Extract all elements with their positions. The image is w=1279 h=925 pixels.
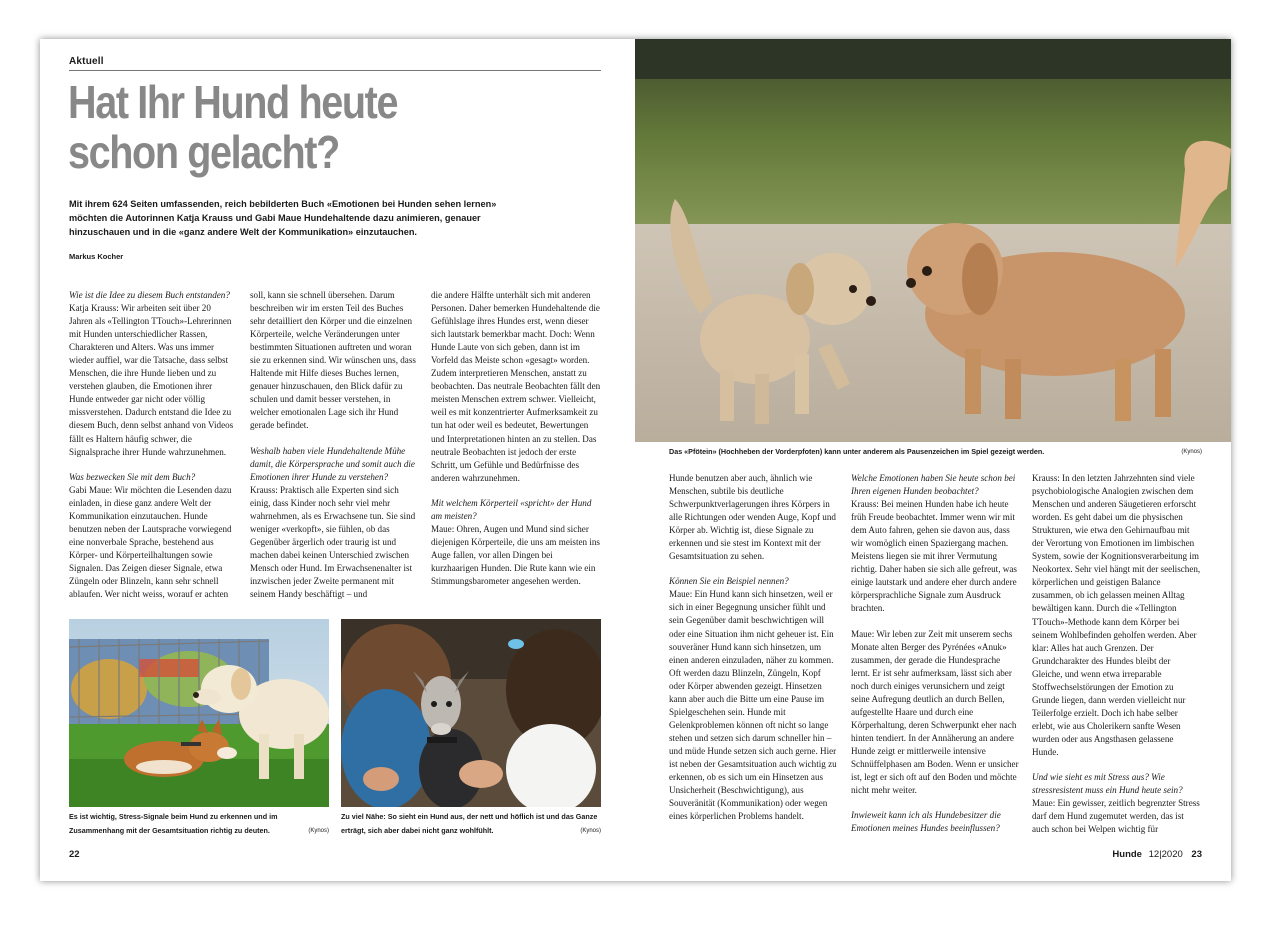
main-photo-credit: (Kynos) (1181, 449, 1202, 455)
paragraph (1032, 771, 1202, 836)
left-page (40, 39, 635, 881)
text-column-3 (431, 289, 601, 600)
answer: Krauss: Bei meinen Hunden habe ich heute früh Freude beobachtet. Immer wenn wir mit dem Auto fahren, gehen sie davon aus, dass wir womöglich einen Spaziergang machen. Meistens liegen sie mit ihrer Vermutung richtig. Daher haben sie sich alle gefreut, was einige lautstark und andere eher durch andere körpersprachliche Signale zum Ausdruck brachten. (851, 499, 1017, 614)
paragraph (669, 575, 837, 823)
answer: Maue: Ein Hund kann sich hinsetzen, weil er sich in einer Begegnung unsicher fühlt und sein Gegenüber damit beschwichtigen will oder eine Situation ihm nicht geheuer ist. Ein souveräner Hund kann sich hinsetzen, um einen anderen einzuladen, näher zu kommen. Oft werden dazu Blinzeln, Züngeln, Kopf oder Körper abwenden gezeigt. Hinsetzen kann aber auch die Bitte um eine Pause im Spielgeschehen sein. Hunde mit Gelenkproblemen können oft nicht so lange stehen und setzen sich darum schneller hin – und müde Hunde setzen sich auch gerne. Hier ist neben der Gesamtsituation auch wichtig zu erkennen, ob es sich um ein Hinsetzen aus Unsicherheit (Beschwichtigung), aus Souveränität (Kommunikation) oder wegen eines körperlichen Problems handelt. (669, 589, 837, 822)
magazine-name: Hunde (1112, 849, 1142, 860)
question: Welche Emotionen haben Sie heute schon bei Ihren eigenen Hunden beobachtet? (851, 473, 1016, 497)
photo-two-dogs-image (635, 39, 1231, 442)
photo1-caption-text: Es ist wichtig, Stress-Signale beim Hund zu erkennen und im Zusammenhang mit der Gesamtsituation richtig zu deuten. (69, 812, 278, 835)
paragraph (669, 472, 837, 563)
answer: Maue: Ein gewisser, zeitlich begrenzter Stress darf dem Hund zugemutet werden, das ist auch schon bei Welpen wichtig für (1032, 798, 1200, 835)
author-byline: Markus Kocher (69, 252, 124, 261)
paragraph (851, 809, 1019, 835)
answer: Gabi Maue: Wir möchten die Lesenden dazu einladen, in diese ganz andere Welt der Kommunikation einzutauchen. Hunde benutzen neben der Lautsprache vorwiegend eine nonverbale Sprache, bestehend aus Körper- und Körperteilhaltungen sowie Signalen. Das Zeigen dieser Signale, etwa Züngeln oder Blinzeln, kann sehr schnell ablaufen. Wer nicht weiss, worauf er achten (69, 484, 232, 600)
page-footer-right (1112, 849, 1202, 860)
photo2-caption-text: Zu viel Nähe: So sieht ein Hund aus, der nett und höflich ist und das Ganze erträgt, sich aber dabei nicht ganz wohlfühlt. (341, 812, 598, 835)
magazine-spread (40, 39, 1231, 881)
paragraph (431, 289, 601, 485)
right-page (635, 39, 1231, 881)
photo1-credit: (Kynos) (308, 827, 329, 834)
photo-two-dogs (635, 39, 1231, 442)
answer: die andere Hälfte unterhält sich mit anderen Personen. Daher bemerken Hundehaltende die Gefühlslage ihres Hundes erst, wenn dieser sich lautstark bemerkbar macht. Doch: Wenn Hunde Laute von sich geben, dann ist im Vorfeld das Meiste schon «gesagt» worden. Zudem interpretieren Menschen, anstatt zu beobachten. Das neutrale Beobachten fällt den meisten Menschen extrem schwer. Vielleicht, weil es mit konzentrierter Aufmerksamkeit zu tun hat oder weil es bedeutet, Bewertungen und Interpretationen hinten an zu stellen. Das neutrale Beobachten ist jedoch der erste Schritt, um Gefühle und Bedürfnisse des anderen wahrzunehmen. (431, 290, 601, 483)
answer: Hunde benutzen aber auch, ähnlich wie Menschen, subtile bis deutliche Schwerpunktverlagerungen ihres Körpers in alle Richtungen oder wenden Auge, Kopf und Körper ab. Wichtig ist, diese Signale zu erkennen und sie stest im Kontext mit der Gesamtsituation zu sehen. (669, 473, 836, 562)
question: Mit welchem Körperteil «spricht» der Hund am meisten? (431, 497, 592, 521)
text-column-1 (69, 289, 235, 613)
main-photo-caption (669, 445, 1202, 460)
page-number-left: 22 (69, 849, 80, 860)
paragraph (69, 289, 235, 459)
rubric: Aktuell (69, 56, 104, 67)
answer: Katja Krauss: Wir arbeiten seit über 20 Jahren als «Tellington TTouch»-Lehrerinnen mit Hunden unterschiedlicher Rassen, Charakteren und Alters. Was uns immer wieder auffiel, war die Tatsache, dass selbst Menschen, die ihre Hunde lieben und zu verstehen glauben, die Emotionen ihrer Hunde entweder gar nicht oder völlig missverstehen. Dadurch entstand die Idee zu diesem Buch, denn selbst anhand von Videos fällt es Haltern häufig schwer, die Signalsprache ihrer Hunde wahrzunehmen. (69, 303, 234, 457)
question: Inwieweit kann ich als Hundebesitzer die Emotionen meines Hundes beeinflussen? (851, 810, 1001, 834)
headline: Hat Ihr Hund heute schon gelacht? (68, 76, 398, 178)
paragraph (851, 472, 1019, 616)
photo1-caption (69, 810, 329, 838)
paragraph (250, 445, 416, 602)
issue-number: 12|2020 (1148, 849, 1183, 860)
question: Wie ist die Idee zu diesem Buch entstanden? (69, 290, 230, 300)
text-column-6 (1032, 472, 1202, 848)
photo-corgi-retriever (69, 619, 329, 807)
photo-dog-children-image (341, 619, 601, 807)
question: Und wie sieht es mit Stress aus? Wie stressresistent muss ein Hund heute sein? (1032, 772, 1183, 796)
photo-corgi-retriever-image (69, 619, 329, 807)
text-column-4 (669, 472, 837, 835)
answer: Krauss: Praktisch alle Experten sind sich einig, dass Kinder noch sehr viel mehr wahrnehmen, als es Erwachsene tun. Sie sind weniger «verkopft», sie fühlen, ob das Gegenüber ärgerlich oder traurig ist und machen dabei keinen Unterschied zwischen Mensch oder Hund. Im Erwachsenenalter ist inzwischen jeder Zweite permanent mit seinem Handy beschäftigt – und (250, 484, 416, 600)
paragraph (851, 628, 1019, 798)
paragraph (250, 289, 416, 433)
text-column-2 (250, 289, 416, 613)
answer: Maue: Ohren, Augen und Mund sind sicher diejenigen Körperteile, die uns am meisten ins Auge fallen, vor allen Dingen bei kurzhaarigen Hunden. Die Rute kann wie ein Stimmungsbarometer angesehen werden. (431, 523, 600, 586)
question: Was bezwecken Sie mit dem Buch? (69, 471, 196, 482)
photo2-credit: (Kynos) (580, 827, 601, 834)
text-column-5 (851, 472, 1019, 847)
answer: Krauss: In den letzten Jahrzehnten sind viele psychobiologische Analogien zwischen dem Menschen und anderen Säugetieren erforscht worden. Es geht dabei um die physischen Strukturen, wie etwa den Gehirnaufbau mit der Verortung von Emotionen im limbischen System, sowie der Kognitionsverarbeitung im Neokortex. Sehr viel hängt mit der seelischen, körperlichen und geistigen Balance zusammen, ob ich gelassen meinen Alltag bewältigen kann. Durch die «Tellington TTouch»-Methode kann dem Körper bei seinem Wohlbefinden geholfen werden. Aber klar: Alles hat auch Grenzen. Der Grundcharakter des Hundes bleibt der Gleiche, und wenn etwa irreparable Stoffwechselstörungen der Emotion zu Grunde liegen, dann werden vielleicht nur Teilerfolge erzielt. Doch ich habe selber erlebt, wie aus Cholerikern sanfte Wesen wurden oder aus Angsthasen gelassene Hunde. (1032, 473, 1201, 757)
lead-text: Mit ihrem 624 Seiten umfassenden, reich bebilderten Buch «Emotionen bei Hunden sehen lernen» möchten die Autorinnen Katja Krauss und Gabi Maue Hundehaltende dazu animieren, genauer hinzuschauen und in die «ganz andere Welt der Kommunikation» einzutauchen. (69, 199, 497, 237)
answer: Maue: Wir leben zur Zeit mit unserem sechs Monate alten Berger des Pyrénées «Anuk» zusammen, der gerade die Hundesprache lernt. Er ist sehr aufmerksam, lässt sich aber noch durch einiges verunsichern und zeigt seine Aufregung deutlich an durch Bellen, aufgestellte Haare und durch eine Körperhaltung, deren Schwerpunkt eher nach hinten tendiert. In der Annäherung an andere Hunde zeigt er mittlerweile intensive Schnüffelphasen am Boden. Wenn er unsicher ist, legt er sich oft auf den Boden und möchte nicht mehr weiter. (851, 628, 1019, 796)
page-number-right: 23 (1191, 849, 1202, 860)
answer: soll, kann sie schnell übersehen. Darum beschreiben wir im ersten Teil des Buches sehr detailliert den Körper und die einzelnen Körperteile, welche Veränderungen unter bestimmten Situationen auftreten und woran sie zu erkennen sind. Wir wünschen uns, dass Haltende mit Hilfe dieses Buches lernen, genauer hinzuschauen, den Blick dafür zu schulen und damit besser verstehen, in welcher emotionalen Lage sich ihr Hund gerade befindet. (250, 290, 416, 431)
paragraph (1032, 472, 1202, 759)
main-photo-caption-text: Das «Pfötein» (Hochheben der Vorderpfoten) kann unter anderem als Pausenzeichen im Spiel gezeigt werden. (669, 447, 1045, 456)
question: Weshalb haben viele Hundehaltende Mühe damit, die Körpersprache und somit auch die Emotionen ihrer Hunde zu verstehen? (250, 445, 415, 482)
photo2-caption (341, 810, 601, 838)
rubric-rule (69, 70, 601, 71)
photo-dog-children (341, 619, 601, 807)
question: Können Sie ein Beispiel nennen? (669, 576, 789, 587)
paragraph (69, 471, 235, 601)
paragraph (431, 497, 601, 588)
